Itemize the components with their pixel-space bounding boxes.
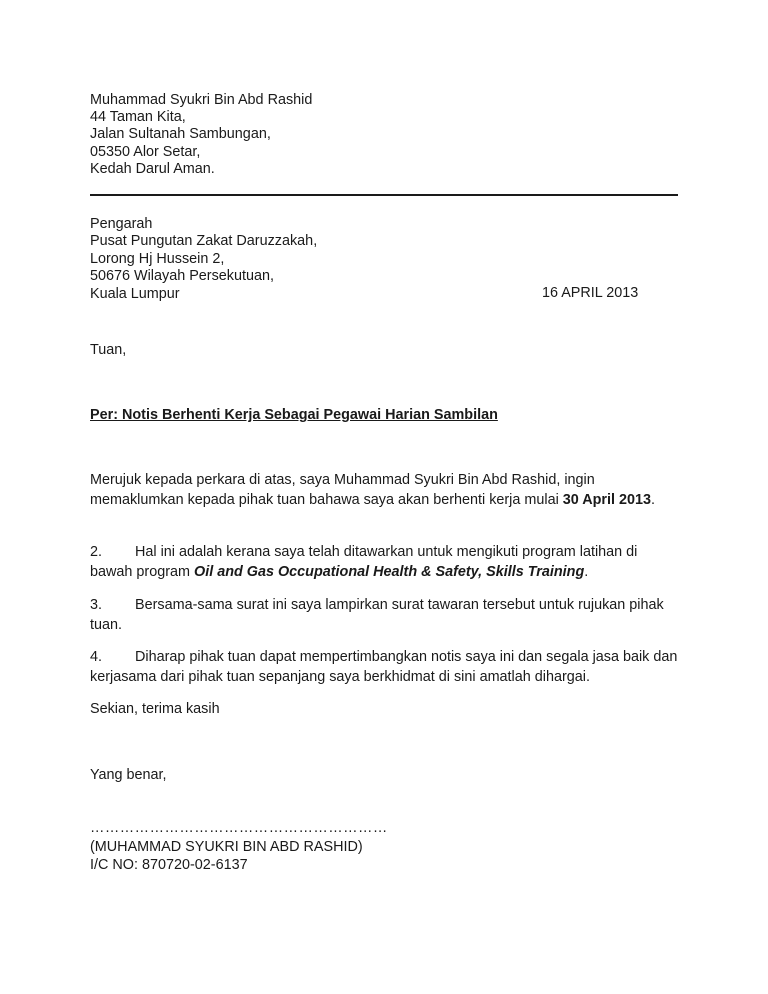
recipient-address-line-3: Kuala Lumpur (90, 286, 180, 302)
paragraph-2-text: Hal ini adalah kerana saya telah ditawarkan untuk mengikuti program latihan di bawah program (90, 544, 638, 580)
recipient-org: Pusat Pungutan Zakat Daruzzakah, (90, 233, 318, 249)
recipient-address-line-2: 50676 Wilayah Persekutuan, (90, 268, 274, 284)
sender-address-line-4: Kedah Darul Aman. (90, 161, 215, 177)
subject-line: Per: Notis Berhenti Kerja Sebagai Pegawai Harian Sambilan (90, 407, 498, 423)
body-paragraph-4 (90, 648, 680, 687)
letter-date: 16 APRIL 2013 (542, 285, 639, 301)
body-paragraph-2 (90, 543, 680, 582)
ic-number: I/C NO: 870720-02-6137 (90, 857, 248, 873)
sender-address-line-2: Jalan Sultanah Sambungan, (90, 126, 271, 142)
recipient-title: Pengarah (90, 216, 153, 232)
paragraph-2-number: 2. (90, 544, 103, 560)
paragraph-1-end: . (651, 491, 656, 508)
closing-text: Sekian, terima kasih (90, 701, 220, 717)
body-paragraph-3 (90, 596, 680, 635)
paragraph-2-end: . (584, 563, 589, 580)
sender-address-line-3: 05350 Alor Setar, (90, 144, 201, 160)
signature-line: …………………………………………………… (90, 820, 388, 836)
recipient-address-line-1: Lorong Hj Hussein 2, (90, 251, 225, 267)
signatory-name: (MUHAMMAD SYUKRI BIN ABD RASHID) (90, 839, 363, 855)
sender-address-line-1: 44 Taman Kita, (90, 109, 186, 125)
paragraph-3-text: Bersama-sama surat ini saya lampirkan surat tawaran tersebut untuk rujukan pihak tuan. (90, 597, 664, 633)
paragraph-4-number: 4. (90, 649, 103, 665)
paragraph-4-text: Diharap pihak tuan dapat mempertimbangkan notis saya ini dan segala jasa baik dan kerjasama dari pihak tuan sepanjang saya berkhidmat di sini amatlah dihargai. (90, 649, 678, 685)
program-name: Oil and Gas Occupational Health & Safety, Skills Training (194, 563, 585, 580)
resignation-date: 30 April 2013 (562, 491, 652, 508)
body-paragraph-1 (90, 471, 680, 510)
header-divider (90, 194, 678, 196)
paragraph-3-number: 3. (90, 597, 103, 613)
sender-name: Muhammad Syukri Bin Abd Rashid (90, 92, 313, 108)
paragraph-1-text: Merujuk kepada perkara di atas, saya Muhammad Syukri Bin Abd Rashid, ingin memaklumkan kepada pihak tuan bahawa saya akan berhenti kerja mulai (90, 472, 595, 508)
salutation: Tuan, (90, 342, 127, 358)
signoff-text: Yang benar, (90, 767, 167, 783)
